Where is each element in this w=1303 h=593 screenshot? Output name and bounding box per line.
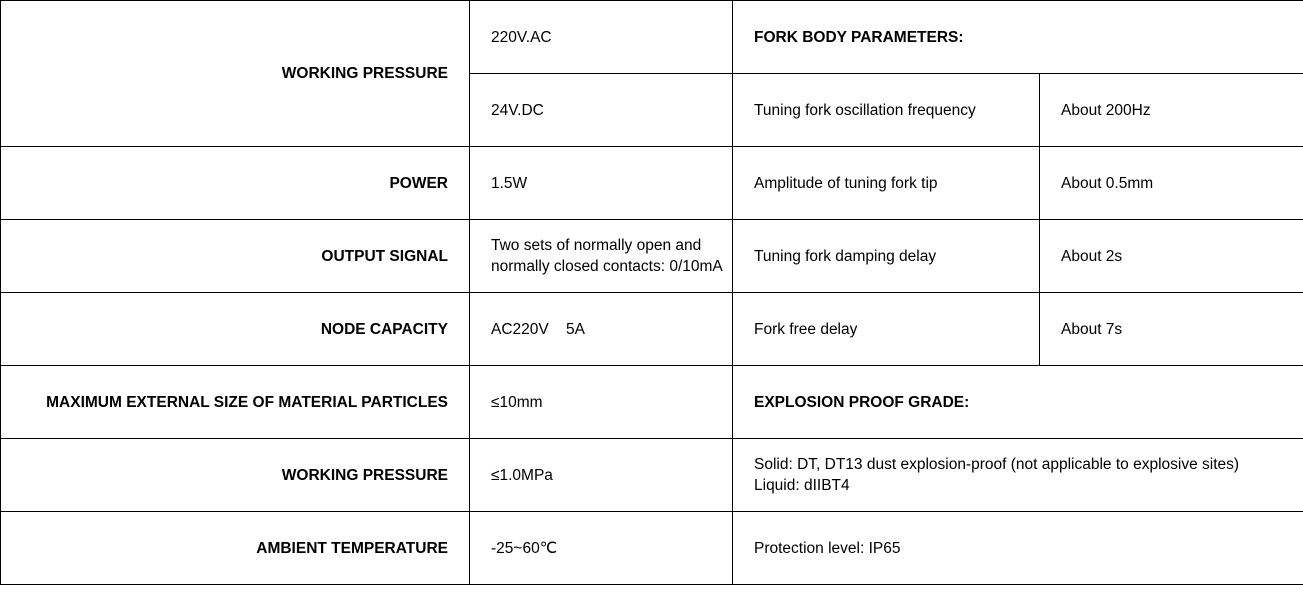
- table-row: [1, 220, 1303, 293]
- output-signal-value-line-2: normally closed contacts: 0/10mA: [491, 258, 723, 275]
- fork-param-name: Tuning fork damping delay: [733, 220, 1040, 293]
- power-value: 1.5W: [470, 147, 733, 220]
- working-pressure-value: ≤1.0MPa: [470, 439, 733, 512]
- output-signal-value: [470, 220, 733, 293]
- working-voltage-dc-value: 24V.DC: [470, 74, 733, 147]
- output-signal-label: OUTPUT SIGNAL: [1, 220, 470, 293]
- max-particle-size-label: MAXIMUM EXTERNAL SIZE OF MATERIAL PARTICLES: [1, 366, 470, 439]
- table-row: [1, 293, 1303, 366]
- table-row: [1, 1, 1303, 74]
- fork-param-value: About 200Hz: [1040, 74, 1303, 147]
- table-row: [1, 439, 1303, 512]
- fork-param-value: About 2s: [1040, 220, 1303, 293]
- fork-body-parameters-heading: FORK BODY PARAMETERS:: [733, 1, 1303, 74]
- protection-level: Protection level: IP65: [733, 512, 1303, 585]
- explosion-proof-details: [733, 439, 1303, 512]
- table-row: [1, 366, 1303, 439]
- fork-param-name: Amplitude of tuning fork tip: [733, 147, 1040, 220]
- node-capacity-value: AC220V 5A: [470, 293, 733, 366]
- output-signal-value-line-1: Two sets of normally open and: [491, 237, 702, 254]
- working-voltage-label: WORKING PRESSURE: [1, 1, 470, 147]
- ambient-temperature-label: AMBIENT TEMPERATURE: [1, 512, 470, 585]
- power-label: POWER: [1, 147, 470, 220]
- explosion-proof-liquid: Liquid: dIIBT4: [754, 477, 850, 494]
- table-row: [1, 147, 1303, 220]
- working-pressure-label: WORKING PRESSURE: [1, 439, 470, 512]
- node-capacity-label: NODE CAPACITY: [1, 293, 470, 366]
- table-row: [1, 512, 1303, 585]
- explosion-proof-heading: EXPLOSION PROOF GRADE:: [733, 366, 1303, 439]
- working-voltage-ac-value: 220V.AC: [470, 1, 733, 74]
- fork-param-value: About 7s: [1040, 293, 1303, 366]
- fork-param-name: Fork free delay: [733, 293, 1040, 366]
- fork-param-name: Tuning fork oscillation frequency: [733, 74, 1040, 147]
- ambient-temperature-value: -25~60℃: [470, 512, 733, 585]
- explosion-proof-solid: Solid: DT, DT13 dust explosion-proof (not applicable to explosive sites): [754, 456, 1240, 473]
- max-particle-size-value: ≤10mm: [470, 366, 733, 439]
- fork-param-value: About 0.5mm: [1040, 147, 1303, 220]
